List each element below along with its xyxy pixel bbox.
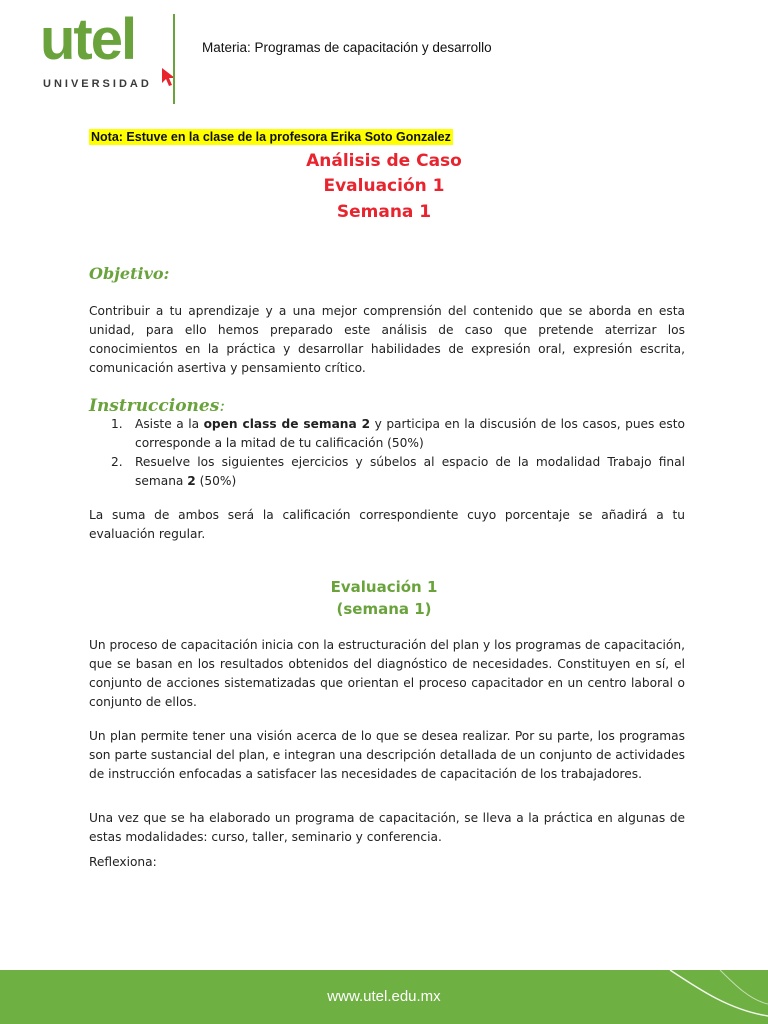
logo-wordmark: utel (40, 7, 136, 72)
doc-title-line-2: Evaluación 1 (323, 176, 445, 196)
list-item (89, 415, 685, 453)
list-item-text-bold: 2 (187, 474, 196, 488)
list-item-text-post: (50%) (195, 474, 237, 488)
summary-paragraph: La suma de ambos será la calificación correspondiente cuyo porcentaje se añadirá a tu evaluación regular. (89, 508, 685, 541)
evaluacion-paragraph-1: Un proceso de capacitación inicia con la estructuración del plan y los programas de capacitación, que se basan en los resultados obtenidos del diagnóstico de necesidades. Constituyen en sí, el conjunto de acciones sistematizadas que orientan el proceso capacitador en un centro laboral o conjunto de ellos. (89, 638, 685, 709)
instrucciones-heading-colon: : (219, 396, 226, 416)
list-item-text-pre: Resuelve los siguientes ejercicios y súbelos al espacio de la modalidad Trabajo final semana (135, 455, 685, 488)
doc-title-line-3: Semana 1 (336, 202, 432, 222)
list-item (89, 453, 685, 491)
footer-url-link[interactable]: www.utel.edu.mx (327, 988, 441, 1005)
instrucciones-heading (89, 396, 225, 416)
instructions-list (89, 415, 685, 491)
evaluacion-paragraph-3: Una vez que se ha elaborado un programa de capacitación, se lleva a la práctica en algunas de estas modalidades: curso, taller, seminario y conferencia. (89, 811, 685, 844)
evaluacion-subheading: (semana 1) (336, 600, 432, 618)
page-header (0, 0, 768, 110)
list-item-text-bold: open class de semana 2 (203, 417, 371, 431)
cursor-icon (160, 66, 182, 88)
utel-logo (40, 7, 170, 94)
header-divider (173, 14, 175, 104)
list-item-text-post: y participa en la discusión de los casos, pues esto corresponde a la mitad de tu calificación (50%) (135, 417, 685, 450)
evaluacion-heading: Evaluación 1 (330, 578, 438, 596)
subject-title: Materia: Programas de capacitación y desarrollo (202, 40, 492, 55)
instrucciones-heading-text: Instrucciones (89, 396, 220, 416)
reflexiona-label: Reflexiona: (89, 855, 157, 869)
doc-title-line-1: Análisis de Caso (306, 151, 462, 171)
list-item-number: 1. (111, 417, 123, 431)
page-footer (0, 970, 768, 1024)
highlighted-note: Nota: Estuve en la clase de la profesora Erika Soto Gonzalez (91, 130, 451, 144)
objetivo-heading: Objetivo: (89, 264, 170, 283)
evaluacion-paragraph-2: Un plan permite tener una visión acerca de lo que se desea realizar. Por su parte, los programas son parte sustancial del plan, e integran una descripción detallada de un conjunto de actividades de instrucción enfocadas a satisfacer las necesidades de capacitación de los trabajadores. (89, 729, 685, 781)
objetivo-paragraph: Contribuir a tu aprendizaje y a una mejor comprensión del contenido que se aborda en esta unidad, para ello hemos preparado este análisis de caso que pretende aterrizar los conocimientos en la práctica y desarrollar habilidades de expresión oral, expresión escrita, comunicación asertiva y pensamiento crítico. (89, 304, 685, 375)
list-item-text-pre: Asiste a la (135, 417, 204, 431)
list-item-number: 2. (111, 455, 123, 469)
logo-subtitle: UNIVERSIDAD (43, 78, 152, 90)
